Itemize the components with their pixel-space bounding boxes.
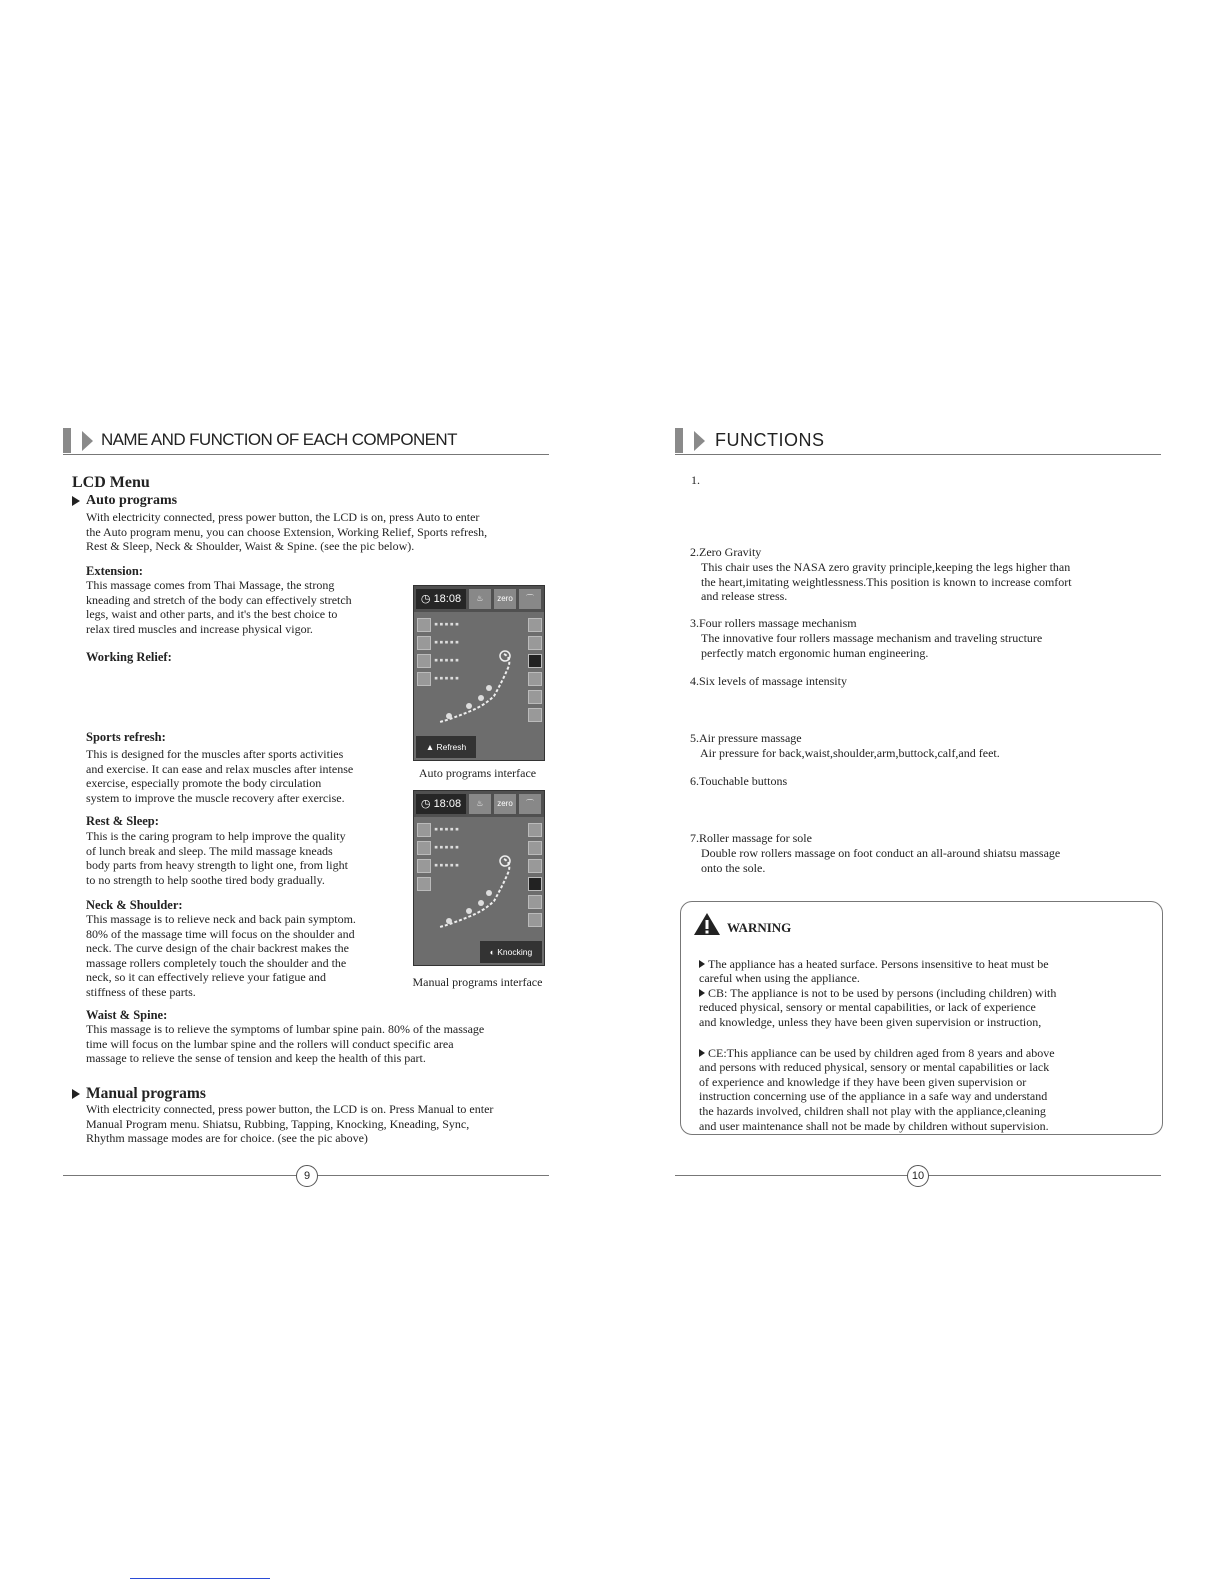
mode-icon <box>528 636 542 650</box>
warning-title: WARNING <box>727 920 792 935</box>
knocking-button: ◐ Knocking <box>480 941 542 963</box>
rest-sleep-text: This is the caring program to help improve the quality of lunch break and sleep. The mild massage kneads body parts from heavy strength to light one, from light to no strength to help soothe tired body gradually. <box>86 829 348 887</box>
bullet-arrow-icon <box>699 960 705 968</box>
clock-icon: ◷ <box>420 798 431 810</box>
bullet-arrow-icon <box>699 989 705 997</box>
intensity-bar: ▪▪▪▪▪ <box>434 825 461 833</box>
body-figure-icon <box>429 851 524 936</box>
right-page-header: FUNCTIONS <box>715 430 825 450</box>
auto-programs-caption: Auto programs interface <box>418 766 537 780</box>
function-item-1: 1. <box>691 473 700 487</box>
function-item-4-title: 4.Six levels of massage intensity <box>690 674 847 688</box>
page-number: 9 <box>296 1165 318 1187</box>
mode-icon <box>528 618 542 632</box>
mode-icon <box>528 841 542 855</box>
page-number: 10 <box>907 1165 929 1187</box>
refresh-button: ▲ Refresh <box>416 736 476 758</box>
intensity-bar: ▪▪▪▪▪ <box>434 656 461 664</box>
mode-icon <box>528 859 542 873</box>
intensity-bar: ▪▪▪▪▪ <box>434 620 461 628</box>
intensity-bar: ▪▪▪▪▪ <box>434 638 461 646</box>
mode-icon <box>528 690 542 704</box>
intensity-bar: ▪▪▪▪▪ <box>434 861 461 869</box>
warning-item: CE:This appliance can be used by children aged from 8 years and above and persons with reduced physical, sensory or mental capabilities or lack of experience and knowledge if they have been given supervision or instruction concerning use of the appliance in a safe way and understand the hazards involved, children shall not play with the appliance,cleaning and user maintenance shall not be made by children without supervision. <box>699 1045 1055 1133</box>
body-figure-icon <box>429 646 524 731</box>
working-relief-title: Working Relief: <box>86 650 172 664</box>
function-item-5-title: 5.Air pressure massage <box>690 731 802 745</box>
header-arrow-icon <box>82 431 93 451</box>
function-item-7-title: 7.Roller massage for sole <box>690 831 812 845</box>
neck-shoulder-text: This massage is to relieve neck and back pain symptom. 80% of the massage time will focus on the shoulder and neck. The curve design of the chair backrest makes the massage rollers completely touch the shoulder and the neck, so it can effectively relieve your fatigue and stiffness of these parts. <box>86 912 356 999</box>
lcd-menu-title: LCD Menu <box>72 474 150 491</box>
left-page-header: NAME AND FUNCTION OF EACH COMPONENT <box>101 430 457 449</box>
program-icon <box>417 823 431 837</box>
manual-programs-caption: Manual programs interface <box>412 975 543 989</box>
heat-icon: ♨ <box>469 794 491 814</box>
extension-text: This massage comes from Thai Massage, the strong kneading and stretch of the body can effectively stretch legs, waist and other parts, and it's the best choice to relax tired muscles and increase physical vigor. <box>86 578 352 636</box>
neck-shoulder-title: Neck & Shoulder: <box>86 898 183 912</box>
function-item-2-title: 2.Zero Gravity <box>690 545 762 559</box>
warning-box <box>680 901 1163 1135</box>
bullet-arrow-icon <box>699 1049 705 1057</box>
warning-item: The appliance has a heated surface. Persons insensitive to heat must be careful when using the appliance. <box>699 956 1049 986</box>
left-header-rule <box>63 454 549 455</box>
bullet-arrow-icon <box>72 1089 80 1099</box>
waist-spine-text: This massage is to relieve the symptoms of lumbar spine pain. 80% of the massage time will focus on the lumbar spine and the rollers will conduct specific area massage to relieve the sense of tension and keep the health of this part. <box>86 1022 485 1066</box>
lcd-clock: ◷ 18:08 <box>416 794 466 814</box>
manual-programs-text: With electricity connected, press power button, the LCD is on. Press Manual to enter Manual Program menu. Shiatsu, Rubbing, Tapping, Knocking, Kneading, Sync, Rhythm massage modes are for choice. (see the pic above) <box>86 1102 494 1146</box>
mode-icon <box>528 823 542 837</box>
intensity-bar: ▪▪▪▪▪ <box>434 674 461 682</box>
mode-icon <box>528 708 542 722</box>
heat-icon: ♨ <box>469 589 491 609</box>
function-item-6-title: 6.Touchable buttons <box>690 774 788 788</box>
recline-icon: ⌒ <box>519 794 541 814</box>
mode-icon <box>528 654 542 668</box>
sports-refresh-text: This is designed for the muscles after sports activities and exercise. It can ease and relax muscles after intense exercise, especially promote the body circulation system to improve the muscle recovery after exercise. <box>86 747 354 805</box>
zero-gravity-icon: zero <box>494 589 516 609</box>
recline-icon: ⌒ <box>519 589 541 609</box>
function-item-3-title: 3.Four rollers massage mechanism <box>690 616 857 630</box>
auto-programs-text: With electricity connected, press power button, the LCD is on, press Auto to enter the Auto program menu, you can choose Extension, Working Relief, Sports refresh, Rest & Sleep, Neck & Shoulder, Waist & Spine. (see the pic below). <box>86 510 488 554</box>
warning-icon <box>693 912 721 936</box>
zero-gravity-icon: zero <box>494 794 516 814</box>
header-arrow-icon <box>694 431 705 451</box>
sports-refresh-title: Sports refresh: <box>86 730 166 744</box>
right-header-rule <box>675 454 1161 455</box>
intensity-bar: ▪▪▪▪▪ <box>434 843 461 851</box>
program-icon <box>417 618 431 632</box>
mode-icon <box>528 895 542 909</box>
function-item-7-text: Double row rollers massage on foot conduct an all-around shiatsu massage onto the sole. <box>701 846 1061 875</box>
header-bar-icon <box>63 428 71 453</box>
function-item-2-text: This chair uses the NASA zero gravity principle,keeping the legs higher than the heart,imitating weightlessness.This position is known to increase comfort and release stress. <box>701 560 1072 604</box>
function-item-3-text: The innovative four rollers massage mechanism and traveling structure perfectly match ergonomic human engineering. <box>701 631 1043 660</box>
extension-title: Extension: <box>86 564 143 578</box>
warning-item: CB: The appliance is not to be used by persons (including children) with reduced physical, sensory or mental capabilities, or lack of experience and knowledge, unless they have been given supervision or instruction, <box>699 985 1057 1029</box>
lcd-clock: ◷ 18:08 <box>416 589 466 609</box>
bullet-arrow-icon <box>72 496 80 506</box>
auto-programs-title: Auto programs <box>72 493 177 509</box>
mode-icon <box>528 913 542 927</box>
waist-spine-title: Waist & Spine: <box>86 1008 168 1022</box>
function-item-5-text: Air pressure for back,waist,shoulder,arm,buttock,calf,and feet. <box>700 746 1000 760</box>
mode-icon <box>528 877 542 891</box>
clock-icon: ◷ <box>420 593 431 605</box>
bottom-link-underline <box>130 1578 270 1579</box>
manual-programs-title: Manual programs <box>72 1085 206 1103</box>
lcd-auto-interface <box>413 585 545 761</box>
header-bar-icon <box>675 428 683 453</box>
rest-sleep-title: Rest & Sleep: <box>86 814 159 828</box>
mode-icon <box>528 672 542 686</box>
lcd-manual-interface <box>413 790 545 966</box>
